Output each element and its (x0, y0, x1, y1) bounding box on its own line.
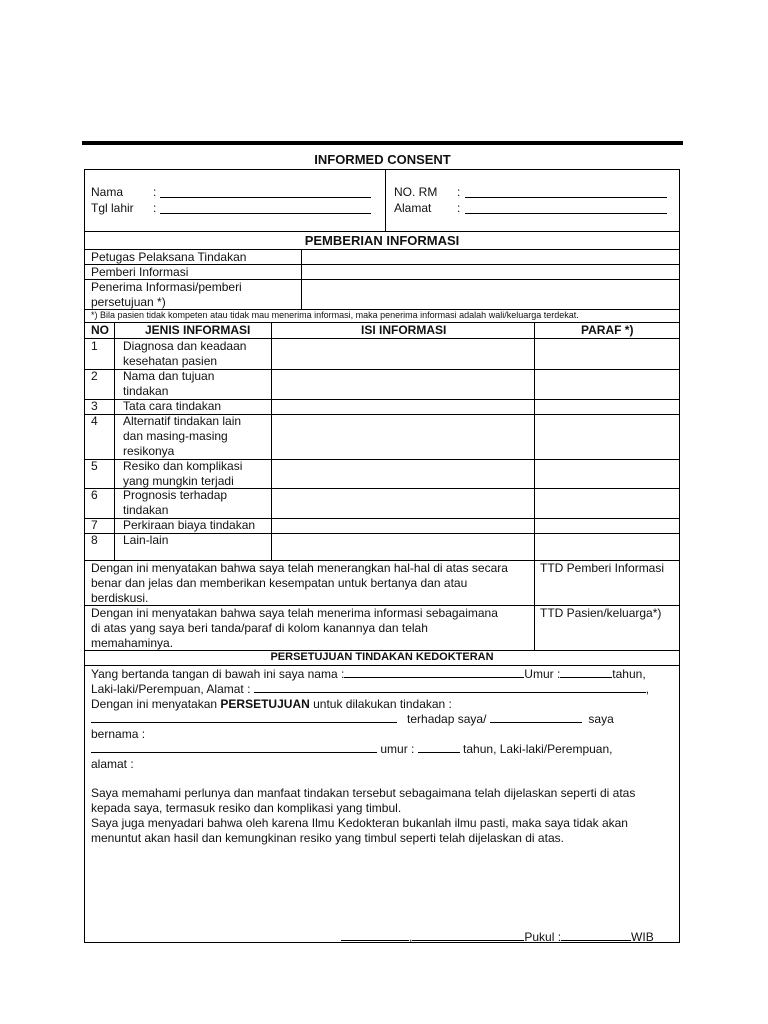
persetujuan-heading: PERSETUJUAN TINDAKAN KEDOKTERAN (270, 651, 494, 663)
divider (85, 533, 679, 534)
row-no: 1 (91, 339, 98, 353)
row-jenis: kesehatan pasien (123, 354, 218, 368)
col-divider (271, 322, 272, 560)
statement-2: di atas yang saya beri tanda/paraf di kolom kanannya dan telah (91, 621, 428, 635)
tindakan-text: untuk dilakukan tindakan : (309, 697, 452, 711)
tindakan-field[interactable] (91, 712, 397, 723)
row-no: 4 (91, 414, 98, 428)
alamat-field[interactable] (465, 203, 667, 214)
row-no: 2 (91, 369, 98, 383)
col-divider (534, 322, 535, 560)
menyatakan-text: Dengan ini menyatakan (91, 697, 221, 711)
comma: , (645, 682, 650, 696)
tempat-field[interactable] (341, 930, 409, 941)
paragraph-line: kepada saya, termasuk resiko dan komplikasi yang timbul. (91, 801, 402, 815)
nama-consent-field[interactable] (344, 667, 524, 678)
col-divider (114, 322, 115, 560)
no-rm-colon: : (457, 185, 461, 199)
umur-prompt-2: umur : (380, 742, 415, 756)
row-no: 8 (91, 533, 98, 547)
ttd-pemberi: TTD Pemberi Informasi (540, 561, 665, 575)
wib-label: WIB (631, 930, 654, 944)
persetujuan-line-4 (91, 712, 614, 727)
row-jenis: tindakan (123, 503, 169, 517)
row-jenis: Diagnosa dan keadaan (123, 339, 247, 353)
row-no: 3 (91, 399, 98, 413)
row-jenis: Nama dan tujuan (123, 369, 215, 383)
row-jenis: yang mungkin terjadi (123, 474, 234, 488)
tahun-gender-text: tahun, Laki-laki/Perempuan, (463, 742, 613, 756)
comma: , (409, 930, 413, 944)
nama-colon: : (153, 185, 157, 199)
tanggal-field[interactable] (412, 930, 524, 941)
persetujuan-label: persetujuan *) (91, 295, 166, 309)
persetujuan-word: PERSETUJUAN (220, 697, 310, 711)
row-jenis: resikonya (123, 444, 175, 458)
umur-field[interactable] (560, 667, 612, 678)
divider (85, 231, 679, 232)
tgl-lahir-colon: : (153, 201, 157, 215)
row-jenis: Alternatif tindakan lain (123, 414, 242, 428)
pemberian-heading: PEMBERIAN INFORMASI (304, 233, 460, 248)
row-no: 6 (91, 488, 98, 502)
form-title: INFORMED CONSENT (314, 152, 451, 167)
tgl-lahir-label: Tgl lahir (91, 201, 134, 215)
terhadap-text: terhadap saya/ (407, 712, 487, 726)
saya-text: saya (588, 712, 614, 726)
row-no: 5 (91, 459, 98, 473)
row-jenis: dan masing-masing (123, 429, 228, 443)
nama-field[interactable] (160, 187, 371, 198)
alamat-label-2: alamat : (91, 757, 134, 771)
no-rm-label: NO. RM (394, 185, 438, 199)
paragraph-line: Saya juga menyadari bahwa oleh karena Ilmu Kedokteran bukanlah ilmu pasti, maka saya tidak akan (91, 816, 628, 830)
nama-label: Nama (91, 185, 124, 199)
no-rm-field[interactable] (465, 187, 667, 198)
signature-line (341, 930, 654, 945)
row-jenis: Prognosis terhadap (123, 488, 228, 502)
persetujuan-line-2 (91, 682, 649, 697)
top-rule (82, 141, 683, 145)
statement-1: benar dan jelas dan memberikan kesempatan untuk bertanya dan atau (91, 576, 468, 590)
bernama-label: bernama : (91, 727, 146, 741)
persetujuan-line-1 (91, 667, 646, 682)
alamat-colon: : (457, 201, 461, 215)
statement-divider (534, 560, 535, 650)
umur-prompt: Umur : (524, 667, 561, 681)
patient-divider (385, 170, 386, 231)
persetujuan-line-3 (91, 697, 452, 712)
nama-prompt: Yang bertanda tangan di bawah ini saya nama : (91, 667, 345, 681)
paragraph-line: Saya memahami perlunya dan manfaat tindakan tersebut sebagaimana telah dijelaskan seperti di atas (91, 786, 636, 800)
row-jenis: Tata cara tindakan (123, 399, 222, 413)
col-isi: ISI INFORMASI (361, 323, 447, 337)
hubungan-field[interactable] (490, 712, 582, 723)
row-jenis: Perkiraan biaya tindakan (123, 518, 256, 532)
paragraph-line: menuntut akan hasil dan kemungkinan resiko yang timbul seperti telah dijelaskan di atas. (91, 831, 564, 845)
statement-2: memahaminya. (91, 636, 174, 650)
persetujuan-line-6 (91, 742, 612, 757)
bernama-field[interactable] (91, 742, 377, 753)
alamat-label: Alamat (394, 201, 432, 215)
col-no: NO (91, 323, 109, 337)
divider (85, 665, 679, 666)
col-paraf: PARAF *) (581, 323, 634, 337)
petugas-label: Petugas Pelaksana Tindakan (91, 250, 247, 264)
row-jenis: Resiko dan komplikasi (123, 459, 243, 473)
consent-form (84, 169, 680, 943)
pukul-label: Pukul : (524, 930, 562, 944)
pemberi-label: Pemberi Informasi (91, 265, 189, 279)
pemberian-divider (301, 249, 302, 309)
ttd-pasien: TTD Pasien/keluarga*) (540, 606, 662, 620)
row-jenis: tindakan (123, 384, 169, 398)
alamat-consent-field[interactable] (254, 682, 646, 693)
statement-2: Dengan ini menyatakan bahwa saya telah menerima informasi sebagaimana (91, 606, 498, 620)
penerima-label: Penerima Informasi/pemberi (91, 280, 242, 294)
statement-1: berdiskusi. (91, 591, 149, 605)
footnote: *) Bila pasien tidak kompeten atau tidak mau menerima informasi, maka penerima informasi adalah wali/keluarga terdekat. (91, 310, 579, 320)
col-jenis: JENIS INFORMASI (145, 323, 251, 337)
umur-field-2[interactable] (418, 742, 460, 753)
statement-1: Dengan ini menyatakan bahwa saya telah menerangkan hal-hal di atas secara (91, 561, 508, 575)
pukul-field[interactable] (561, 930, 631, 941)
row-no: 7 (91, 518, 98, 532)
tahun-label: tahun, (612, 667, 646, 681)
tgl-lahir-field[interactable] (160, 203, 371, 214)
alamat-prompt: Laki-laki/Perempuan, Alamat : (91, 682, 251, 696)
row-jenis: Lain-lain (123, 533, 169, 547)
